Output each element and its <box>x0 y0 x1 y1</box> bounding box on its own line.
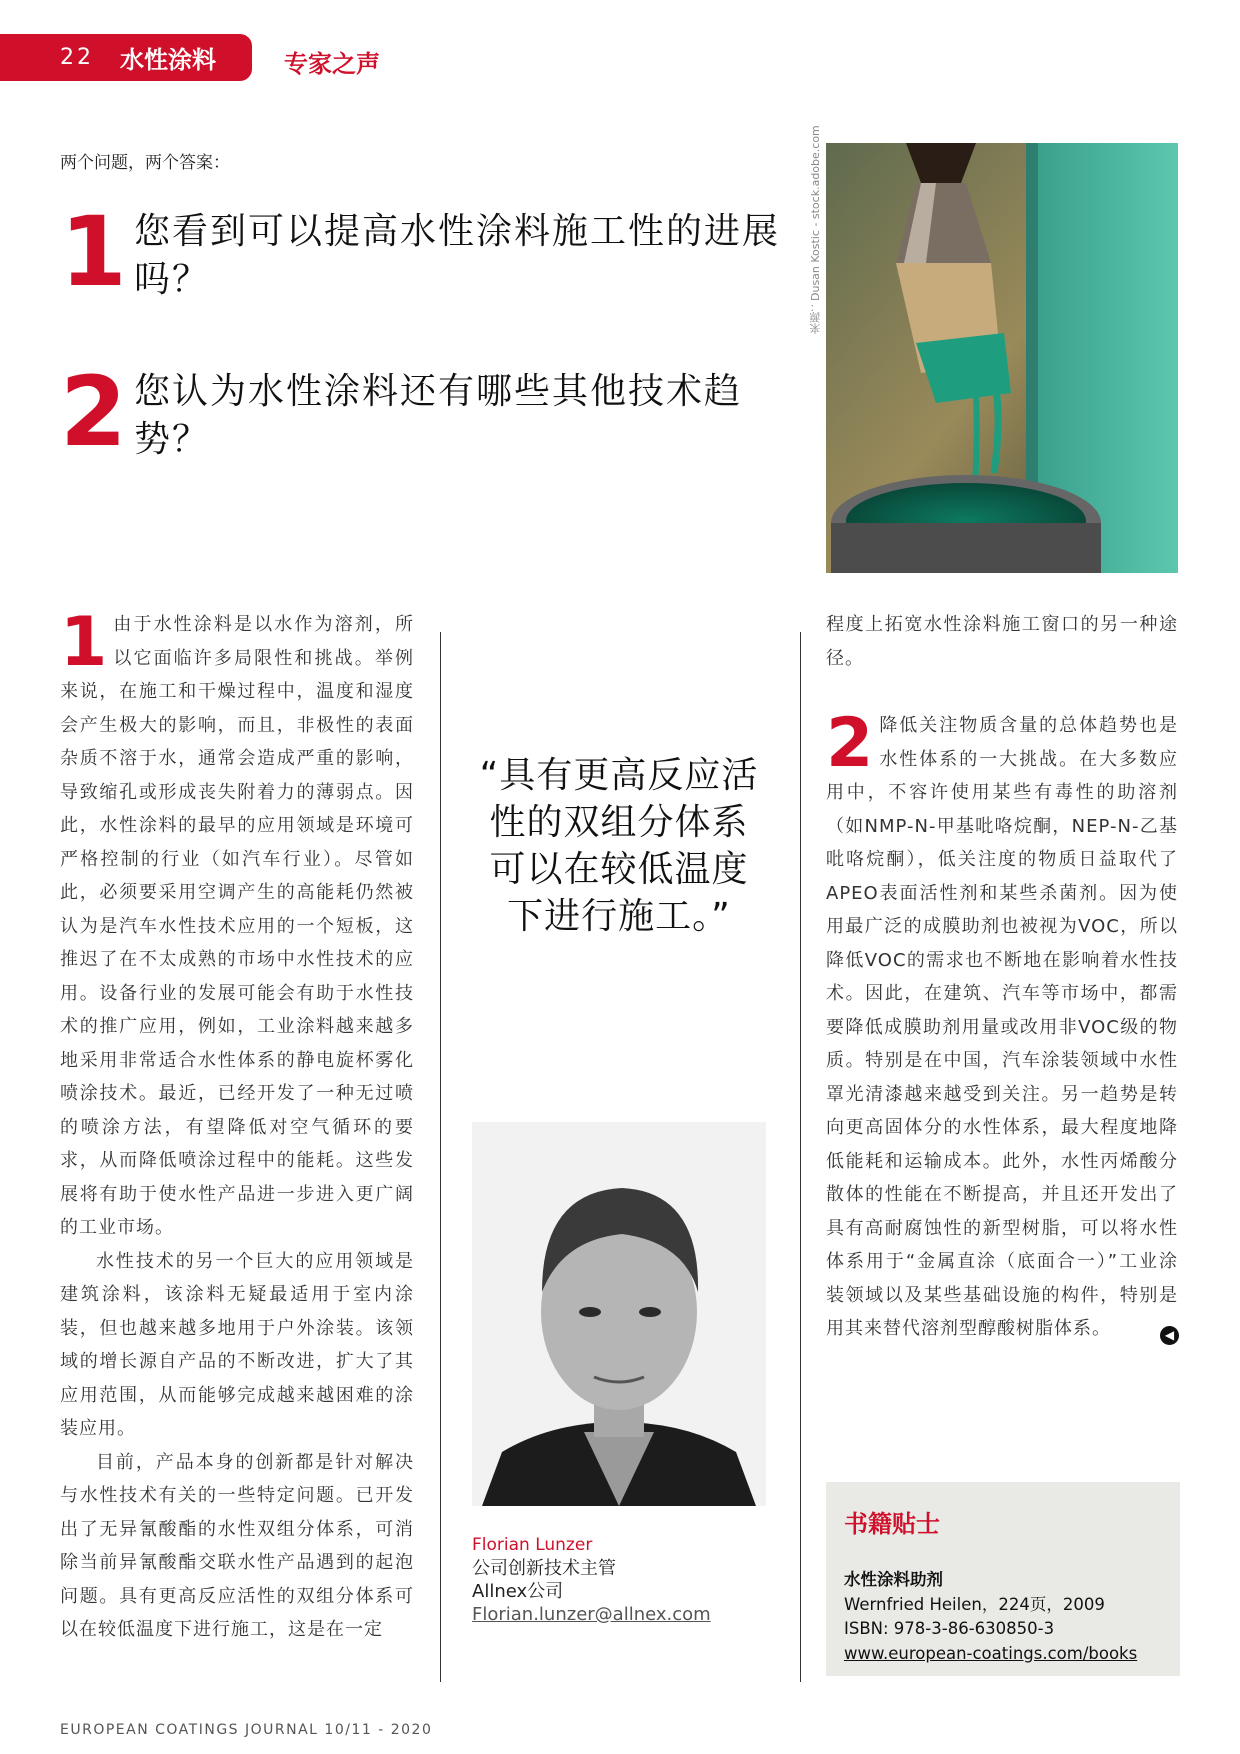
author-caption <box>472 1534 766 1626</box>
section-tab <box>0 34 252 81</box>
book-tip-heading: 书籍贴士 <box>844 1510 940 1538</box>
author-email[interactable]: Florian.lunzer@allnex.com <box>472 1604 711 1625</box>
intro-text: 两个问题，两个答案： <box>60 153 230 173</box>
answer-1-paragraph-2: 水性技术的另一个巨大的应用领域是建筑涂料，该涂料无疑最适用于室内涂装，但也越来越多地用于户外涂装。该领域的增长源自产品的不断改进，扩大了其应用范围，从而能够完成越来越困难的涂装应用。 <box>60 1250 414 1439</box>
book-title: 水性涂料助剂 <box>844 1570 943 1589</box>
answer-1-column <box>60 603 414 1647</box>
book-isbn: ISBN: 978-3-86-630850-3 <box>844 1619 1055 1638</box>
answer-1-paragraph-4: 程度上拓宽水性涂料施工窗口的另一种途径。 <box>826 614 1178 669</box>
author-name: Florian Lunzer <box>472 1535 593 1555</box>
question-text: 您看到可以提高水性涂料施工性的进展吗？ <box>134 211 781 300</box>
column-divider <box>440 632 441 1682</box>
section-title: 水性涂料 <box>120 46 216 74</box>
author-portrait <box>472 1122 766 1506</box>
book-author-line: Wernfried Heilen，224页，2009 <box>844 1594 1105 1614</box>
question-1 <box>60 196 800 308</box>
answer-1-number: 1 <box>60 603 108 682</box>
column-divider <box>800 632 801 1682</box>
book-url-link[interactable]: www.european-coatings.com/books <box>844 1643 1138 1663</box>
author-title: 公司创新技术主管 <box>472 1558 616 1579</box>
answer-1-paragraph-3: 目前，产品本身的创新都是针对解决与水性技术有关的一些特定问题。已开发出了无异氰酸酯的水性双组分体系，可消除当前异氰酸酯交联水性产品遇到的起泡问题。具有更高反应活性的双组分体系可以在较低温度下进行施工，这是在一定 <box>60 1451 414 1640</box>
journal-footer: EUROPEAN COATINGS JOURNAL 10/11 - 2020 <box>60 1722 433 1738</box>
question-number: 1 <box>60 196 127 308</box>
answer-1-paragraph-1: 由于水性涂料是以水作为溶剂，所以它面临许多局限性和挑战。举例来说，在施工和干燥过程中，温度和湿度会产生极大的影响，而且，非极性的表面杂质不溶于水，通常会造成严重的影响，导致缩孔或形成丧失附着力的薄弱点。因此，水性涂料的最早的应用领域是环境可严格控制的行业（如汽车行业）。尽管如此，必须要采用空调产生的高能耗仍然被认为是汽车水性技术应用的一个短板，这推迟了在不太成熟的市场中水性技术的应用。设备行业的发展可能会有助于水性技术的推广应用，例如，工业涂料越来越多地采用非常适合水性体系的静电旋杯雾化喷涂技术。最近，已经开发了一种无过喷的喷涂方法，有望降低对空气循环的要求，从而降低喷涂过程中的能耗。这些发展将有助于使水性产品进一步进入更广阔的工业市场。 <box>60 614 414 1238</box>
question-2 <box>60 356 800 468</box>
answer-column-right <box>826 608 1178 1346</box>
pull-quote: “具有更高反应活性的双组分体系可以在较低温度下进行施工。” <box>479 755 759 937</box>
question-number: 2 <box>60 356 127 468</box>
book-details <box>844 1568 1137 1666</box>
page-number: 22 <box>60 45 94 70</box>
photo-credit: 来源：Dusan Kostic - stock.adobe.com <box>809 125 822 334</box>
paint-brush-photo <box>826 143 1178 573</box>
author-company: Allnex公司 <box>472 1581 564 1602</box>
question-text: 您认为水性涂料还有哪些其他技术趋势？ <box>134 371 743 460</box>
chevron-left-circle-icon: ◀ <box>1160 1326 1179 1345</box>
book-tip-box <box>826 1482 1180 1676</box>
answer-2-paragraph: 降低关注物质含量的总体趋势也是水性体系的一大挑战。在大多数应用中，不容许使用某些有毒性的助溶剂（如NMP-N-甲基吡咯烷酮，NEP-N-乙基吡咯烷酮），低关注度的物质日益取代了APEO表面活性剂和某些杀菌剂。因为使用最广泛的成膜助剂也被视为VOC，所以降低VOC的需求也不断地在影响着水性技术。因此，在建筑、汽车等市场中，都需要降低成膜助剂用量或改用非VOC级的物质。特别是在中国，汽车涂装领域中水性罩光清漆越来越受到关注。另一趋势是转向更高固体分的水性体系，最大程度地降低能耗和运输成本。此外，水性丙烯酸分散体的性能在不断提高，并且还开发出了具有高耐腐蚀性的新型树脂，可以将水性体系用于“金属直涂（底面合一）”工业涂装领域以及某些基础设施的构件，特别是用其来替代溶剂型醇酸树脂体系。 <box>826 715 1178 1339</box>
column-label: 专家之声 <box>284 50 380 78</box>
answer-2-number: 2 <box>826 704 874 783</box>
